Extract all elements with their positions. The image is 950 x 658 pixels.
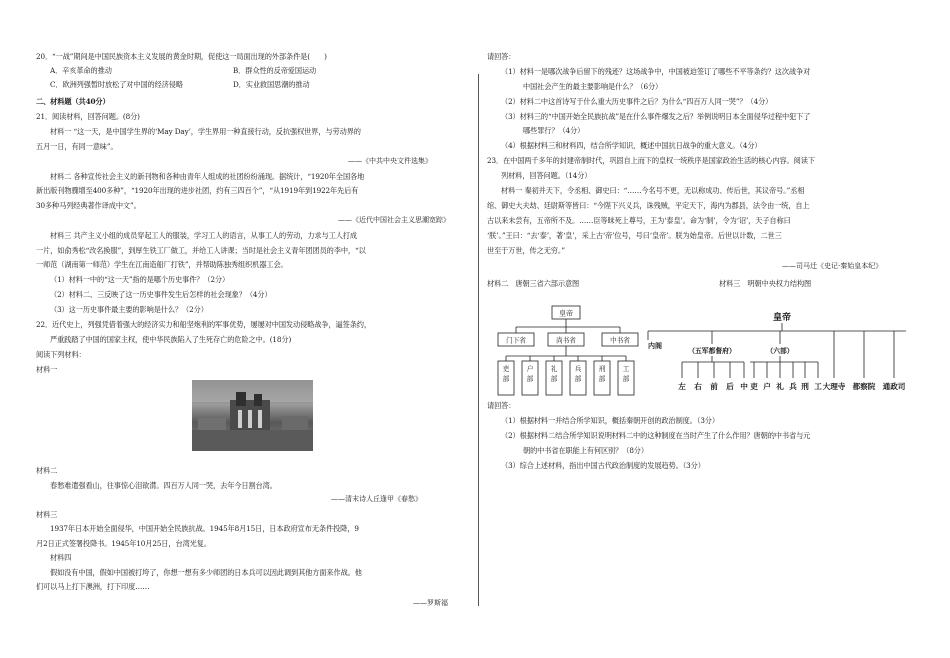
tang-ministry-label-char: 部 bbox=[622, 375, 630, 383]
ming-bottom-office-label: 吏 bbox=[750, 382, 758, 391]
q22-material4-line: 们可以马上打下澳洲，打下印度…… bbox=[36, 582, 150, 591]
tang-ministry-label-char: 部 bbox=[598, 375, 606, 383]
q21-subquestion-3: （3）这一历史事件最主要的影响是什么？（2分） bbox=[50, 305, 208, 314]
q21-material1-line: 五月一日，有同一意味”。 bbox=[36, 142, 118, 151]
q21-material2-line: 新出版刊物骤增至400多种”，“1920年出现的进步社团，约有三四百个”，“从1919年到1922年先后有 bbox=[36, 186, 359, 195]
q22-stem-line: 22．近代史上，列强凭借着强大的经济实力和船坚炮利的军事优势，屡屡对中国发动侵略战争，逼签条约， bbox=[36, 320, 371, 329]
ming-bottom-office-label: 右 bbox=[694, 382, 702, 391]
q23-subquestion-2: 朝的中书省在职能上有何区别？（8分） bbox=[523, 446, 648, 455]
tang-ministry-label-char: 部 bbox=[526, 375, 534, 383]
q21-subquestion-1: （1）材料一中的“这一天”指的是哪个历史事件？（2分） bbox=[50, 275, 230, 284]
q21-material1-line: 材料一 “这一天，是中国学生界的‘May Day’，学生界用一种直接行动，反抗强权世界，与劳动界的 bbox=[50, 127, 361, 136]
q23-material1-line: 绾、御史大夫劫、廷尉斯等皆曰：“今陛下兴义兵，诛残贼，平定天下，海内为郡县，法令由一统，自上 bbox=[487, 201, 810, 210]
tang-ministry-label-char: 工 bbox=[622, 365, 630, 373]
q21-material3-line: 一师范（湖南第一师范）学生在江南造船厂打铁”，并帮助陈独秀组织机器工会。 bbox=[36, 260, 288, 269]
tang-emperor-label: 皇帝 bbox=[559, 309, 573, 318]
q21-material3-line: 一片，如俞秀松“改名换服”，到厚生铁工厂做工，并给工人讲课；当时是社会主义青年团团员的李中，“以 bbox=[36, 246, 366, 255]
ming-bottom-office-label: 都察院 bbox=[852, 382, 876, 391]
q20-stem: 20．“一战”期间是中国民族资本主义发展的黄金时期，促使这一局面出现的外部条件是( ) bbox=[36, 52, 327, 61]
ming-grand-secretariat-label: 内阁 bbox=[648, 341, 662, 350]
q20-option-c: C．欧洲列强暂时放松了对中国的经济侵略 bbox=[50, 80, 183, 89]
q22-stem-line: 严重践踏了中国的国家主权，使中华民族陷入了生死存亡的危险之中。(18分) bbox=[50, 335, 292, 344]
tang-ministry-label-char: 礼 bbox=[550, 365, 558, 373]
ming-bottom-office-label: 左 bbox=[678, 382, 686, 391]
ming-central-power-diagram bbox=[640, 300, 910, 400]
ming-bottom-office-label: 后 bbox=[726, 382, 734, 391]
ming-five-army-label: （五军都督府） bbox=[688, 347, 736, 355]
q22-answer-prompt: 请回答： bbox=[487, 52, 516, 61]
q22-read-prompt: 阅读下列材料： bbox=[36, 350, 86, 359]
q21-material1-source: ——《中共中央文件选集》 bbox=[348, 157, 432, 165]
q22-subquestion-1: （1）材料一是哪次战争后留下的残迹？这场战争中，中国被迫签订了哪些不平等条约？这次战争对 bbox=[501, 67, 811, 76]
q22-material2-poem: 春愁难遣强看山，往事惊心泪欲潸。四百万人同一哭，去年今日割台湾。 bbox=[50, 481, 277, 490]
q23-material1-line: 世至于万世，传之无穷。” bbox=[487, 246, 565, 255]
tang-three-departments-diagram bbox=[494, 300, 639, 400]
tang-ministry-label-char: 部 bbox=[502, 375, 510, 383]
q21-stem: 21．阅读材料，回答问题。(8分) bbox=[36, 112, 140, 121]
q22-material3-line: 月2日正式签署投降书。1945年10月25日，台湾光复。 bbox=[36, 539, 211, 548]
q22-material3-line: 1937年日本开始全面侵华，中国开始全民族抗战。1945年8月15日，日本政府宣布无条件投降，9 bbox=[50, 524, 359, 533]
q20-option-a: A．辛亥革命的推动 bbox=[50, 66, 112, 75]
q20-option-d: D．实业救国思潮的推动 bbox=[233, 80, 310, 89]
q21-subquestion-2: （2）材料二、三反映了这一历史事件发生后怎样的社会现象？（4分） bbox=[50, 290, 272, 299]
ming-bottom-office-label: 工 bbox=[814, 382, 822, 391]
q22-material1-label: 材料一 bbox=[36, 365, 58, 374]
ruins-photo bbox=[192, 380, 313, 451]
ming-bottom-office-label: 刑 bbox=[801, 382, 809, 391]
q20-option-b: B．群众性的反帝爱国运动 bbox=[233, 66, 317, 75]
q21-material2-source: ——《近代中国社会主义思潮宽踪》 bbox=[338, 216, 450, 224]
q23-material1-line: 材料一 秦初并天下，令丞相、御史曰：“……今名号不更，无以称成功、传后世，其议帝号。”丞相 bbox=[501, 186, 805, 195]
q22-material2-label: 材料二 bbox=[36, 466, 58, 475]
column-divider bbox=[478, 74, 479, 606]
q21-material2-line: 30多种马列经典著作译成中文”。 bbox=[36, 201, 141, 210]
q23-material1-line: 古以来未尝有，五帝所不及。……臣等昧死上尊号，王为‘泰皇’。命为‘制’，令为‘诏’，天子自称曰 bbox=[487, 216, 791, 225]
q23-subquestion-1: （1）根据材料一并结合所学知识，概括秦朝开创的政治制度。（3分） bbox=[501, 416, 719, 425]
tang-ministry-label-char: 部 bbox=[550, 375, 558, 383]
q23-material1-source: ——司马迁《史记·秦始皇本纪》 bbox=[782, 262, 883, 270]
q22-material4-line: 假如没有中国，假如中国被打垮了，你想一想有多少师团的日本兵可以因此调到其他方面来作战。他 bbox=[50, 568, 362, 577]
tang-ministry-label-char: 吏 bbox=[502, 365, 510, 373]
ming-bottom-office-label: 大理寺 bbox=[822, 382, 846, 391]
q23-answer-prompt: 请回答： bbox=[487, 401, 516, 410]
tang-department-label: 中书省 bbox=[610, 336, 630, 345]
q23-stem-line: 列材料，回答问题。（14分） bbox=[501, 171, 592, 180]
q23-material2-title: 材料二 唐朝三省六部示意图 bbox=[487, 279, 580, 288]
q21-material2-line: 材料二 各种宣传社会主义的新刊物和各种由青年人组成的社团纷纷涌现。据统计，“1920年全国各地 bbox=[50, 172, 365, 181]
ming-bottom-office-label: 兵 bbox=[789, 382, 797, 391]
q22-subquestion-3: （3）材料三的“中国开始全民族抗战”是在什么事件爆发之后？举例说明日本全面侵华过程中犯下了 bbox=[501, 112, 811, 121]
ming-six-ministries-label: （六部） bbox=[766, 347, 794, 355]
q23-material3-title: 材料三 明朝中央权力结构图 bbox=[719, 279, 812, 288]
ming-emperor-label: 皇帝 bbox=[772, 313, 792, 323]
tang-ministry-label-char: 兵 bbox=[574, 365, 582, 373]
q22-material2-source: ——清末诗人丘逢甲《春愁》 bbox=[331, 495, 422, 503]
tang-ministry-label-char: 部 bbox=[574, 375, 582, 383]
ming-bottom-office-label: 户 bbox=[763, 382, 771, 391]
q22-material4-source: ——罗斯福 bbox=[413, 599, 448, 607]
q23-subquestion-3: （3）综合上述材料，指出中国古代政治制度的发展趋势。（3分） bbox=[501, 461, 705, 470]
q21-material3-line: 材料三 共产主义小组的成员穿起工人的服装，学习工人的语言，从事工人的劳动，力求与工人打成 bbox=[50, 231, 357, 240]
q22-subquestion-3: 哪些罪行？（4分） bbox=[523, 126, 585, 135]
q23-subquestion-2: （2）根据材料二结合所学知识说明材料二中的这种制度在当时产生了什么作用？唐朝的中书省与元 bbox=[501, 431, 811, 440]
q23-stem-line: 23．在中国两千多年的封建帝制时代，巩固自上而下的皇权一统秩序是国家政治生活的核心内容。阅读下 bbox=[487, 156, 815, 165]
q22-material3-label: 材料三 bbox=[36, 510, 58, 519]
q22-material4-label: 材料四 bbox=[50, 553, 72, 562]
ming-bottom-office-label: 礼 bbox=[776, 382, 784, 391]
q22-subquestion-2: （2）材料二中这首诗写于什么重大历史事件之后？为什么“四百万人同一哭”？（4分） bbox=[501, 97, 773, 106]
section-heading: 二、材料题（共40分） bbox=[36, 97, 110, 106]
tang-department-label: 门下省 bbox=[506, 336, 526, 345]
q22-subquestion-4: （4）根据材料三和材料四，结合所学知识，概述中国抗日战争的重大意义。（4分） bbox=[501, 141, 762, 150]
q23-material1-line: ‘朕’。”王曰：“去‘泰’，著‘皇’，采上古‘帝’位号，号曰‘皇帝’。朕为始皇帝。后世以计数，二世三 bbox=[487, 231, 782, 240]
tang-ministry-label-char: 户 bbox=[526, 365, 534, 373]
ming-bottom-office-label: 前 bbox=[710, 382, 718, 391]
ming-bottom-office-label: 通政司 bbox=[882, 382, 906, 391]
q22-subquestion-1: 中国社会产生的最主要影响是什么？（6分） bbox=[523, 82, 663, 91]
tang-ministry-label-char: 刑 bbox=[598, 365, 606, 373]
ming-bottom-office-label: 中 bbox=[740, 382, 748, 391]
tang-department-label: 尚书省 bbox=[556, 336, 576, 345]
